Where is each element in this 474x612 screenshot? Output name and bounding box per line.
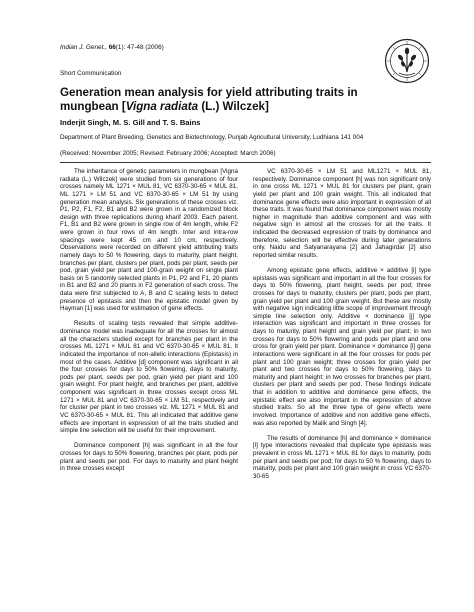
society-emblem-seal-icon bbox=[384, 38, 430, 84]
affiliation: Department of Plant Breeding, Genetics and Biotechnology, Punjab Agricultural University, Ludhiana 141 004 bbox=[60, 134, 364, 141]
body-paragraph: The inheritance of genetic parameters in mungbean [Vigna radiata (L.) Wilczek] were studied from six generations of four crosses namely ML 1271 × MUL 81, VC 6370-30-65 × MUL 81, ML 1271 × LM 51 and VC 6370-30-65 × LM 51 by using generation mean analysis. Six generations of these crosses viz. P1, P2, F1, F2, B1 and B2 were grown in a randomized block design with three replications during kharif 2003. Each parent, F1, B1 and B2 were grown in single row of 4m length, while F2 were grown in four rows of 4m length. Inter and intra-row spacings were kept 45 cm and 10 cm, respectively. Observations were recorded on different yield attributing traits namely days to 50 % flowering, days to maturity, plant height, branches per plant, clusters per plant, pods per plant, seeds per pod, grain yield per plant and 100-grain weight on single plant basis on 5 randomly selected plants in P1, P2 and F1, 20 plants in B1 and B2 and 20 plants in F2 generation of each cross. The data were first subjected to A, B and C scaling tests to detect presence of epistasis and then the epistatic model given by Hayman [1] was used for estimation of gene effects. bbox=[60, 168, 238, 313]
title-line-2: mungbean [Vigna radiata (L.) Wilczek] bbox=[60, 99, 269, 113]
body-paragraph: VC 6370-30-65 × LM 51 and ML1271 × MUL 81, respectively. Dominance component [h] was non significant only in one cross ML 1271 × MUL 81 for clusters per plant, grain yield per plant and 100 grain weight. This all indicated that dominance gene effects were also important in expression of all these traits. It was found that dominance component was mostly higher in magnitude than additive component and was with negative sign in almost all the crosses for all the traits. It indicated the decreased expression of traits by dominance and therefore, selection will be effective during later generations only. Naidu and Satyanarayana [2] and Jahagirdar [2] also reported similar results. bbox=[253, 168, 431, 259]
journal-issue-pages: (1): 47-48 (2006) bbox=[115, 44, 164, 51]
author-list: Inderjit Singh, M. S. Gill and T. S. Bains bbox=[60, 118, 201, 127]
right-column bbox=[253, 168, 431, 481]
title-line-1: Generation mean analysis for yield attributing traits in bbox=[60, 86, 358, 99]
journal-name: Indian J. Genet., bbox=[60, 44, 107, 51]
journal-citation bbox=[60, 44, 164, 51]
header-divider bbox=[60, 162, 431, 163]
journal-volume: 66 bbox=[108, 44, 116, 51]
section-label: Short Communication bbox=[60, 70, 122, 77]
species-name: Vigna radiata bbox=[125, 99, 199, 113]
body-paragraph: Results of scaling tests revealed that simple additive-dominance model was inadequate for all the crosses for almost all the characters studied except for branches per plant in the crosses ML 1271 × MUL 81 and VC 6370-30-65 × MUL 81. It indicated the importance of non-allelic interactions (Epistasis) in most of the cases. Additive [d] component was significant in all the four crosses for days to 50% flowering, days to maturity, pods per plant, seeds per pod, grain yield per plant and 100 grain weight. For plant height, and branches per plant, additive component was significant in three crosses except cross ML 1271 × MUL 81 and VC 6370-30-65 × LM 51, respectively and for cluster per plant in two crosses viz. ML 1271 × MUL 81 and VC 6370-30-65 × MUL 81. This all indicated that additive gene effects are important in expression of all the traits studied and simple line selection will be useful for their improvement. bbox=[60, 320, 238, 435]
received-dates: (Received: November 2005; Revised: February 2006; Accepted: March 2006) bbox=[60, 150, 276, 157]
left-column bbox=[60, 168, 238, 473]
body-paragraph: Among epistatic gene effects, additive × additive [i] type epistasis was significant and important in all the four crosses for days to 50% flowering, plant height, seeds per pod; three crosses for days to maturity, clusters per plant, pods per plant, grain yield per plant and 100 grain weight. But these are mostly with negative sign indicating little scope of improvement through simple line selection only. Additive × dominance [j] type interaction was significant and important in three crosses for days to maturity, plant height and grain yield per plant; in two crosses for days to 50% flowering and pods per plant and one cross for grain yield per plant. Dominance × dominance [l] gene interactions were significant in all the four crosses for pods per plant and 100 grain weight; three crosses for grain yield per plant and two crosses for days to 50% flowering, days to maturity and plant height; in two crosses for branches per plant, clusters per plant and seeds per pod. These findings indicate that in addition to additive and dominance gene effects, the epistatic effect are also important in the expression of above studied traits. So all the three type of gene effects were involved. Importance of additive and non additive gene effects, was also reported by Malik and Singh [4]. bbox=[253, 267, 431, 427]
body-paragraph: The results of dominance [h] and dominance × dominance [l] type interactions revealed that duplicate type epistasis was prevalent in cross ML 1271 × MUL 81 for days to maturity, pods per plant and seeds per pod; for days to 50 % flowering, days to maturity, pods per plant and 100 grain weight in cross VC 6370-30-65 bbox=[253, 434, 431, 480]
paper-title bbox=[60, 86, 390, 113]
body-paragraph: Dominance component [h] was significant in all the four crosses for days to 50% flowering, branches per plant, pods per plant and seeds per pod. For days to maturity and plant height in three crosses except bbox=[60, 442, 238, 473]
